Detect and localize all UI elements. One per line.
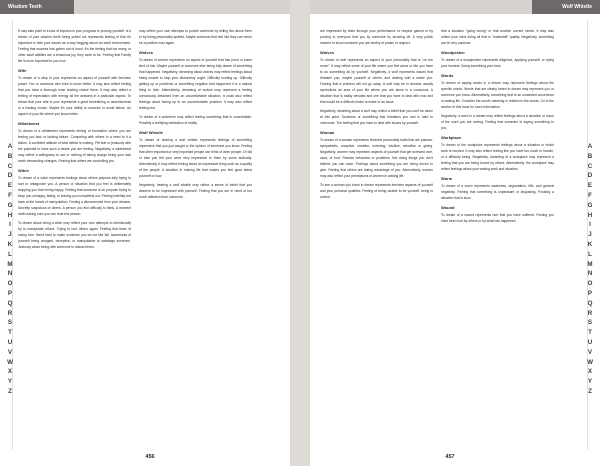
alphabet-letter: D (587, 172, 593, 180)
alphabet-letter: C (7, 162, 13, 170)
alphabet-letter: W (7, 358, 13, 366)
alphabet-letter: B (7, 152, 13, 160)
entry-heading: Witch (18, 168, 29, 173)
alphabet-letter: V (7, 348, 13, 356)
right-text-columns (320, 28, 554, 227)
alphabet-letter: V (587, 348, 593, 356)
alphabet-letter: M (587, 260, 593, 268)
entry-paragraph: Negatively, dreaming about a wolf may reflect a belief that you can't be alone at this point. Someone or something that threatens you and is hard to overcome. The feeling that you have to deal with issues by yourself. (320, 109, 433, 125)
alphabet-letter: Z (588, 387, 592, 395)
entry-heading: Wildebeest (18, 121, 40, 126)
entry-heading: Woman (320, 130, 335, 135)
alphabet-letter: R (7, 309, 13, 317)
right-page-number: 457 (445, 454, 455, 460)
right-alphabet-index (585, 142, 595, 397)
alphabet-letter: W (587, 358, 593, 366)
entry-paragraph: Negatively, hearing a wolf whistle may reflect a sense of belief that you deserve to be impressed with yourself. Feeling that you are in need of too much attention from someone. (139, 183, 252, 199)
alphabet-letter: R (587, 309, 593, 317)
entry-paragraph: To dream of saying words in a dream may represent feelings about the specific words. Words that are clearly heard in dream may represent you or someone you know. Alternatively, something that is an unwanted occurrence in waking life. Consider the word's meaning in relation to the words. Go to the section of this book for more information. (441, 81, 554, 109)
right-running-head: Wolf Whistle (532, 0, 600, 14)
entry-paragraph: To see a woman you know in dream represents feminine aspects of yourself and your personal qualities. Feeling of being unable to be yourself, being in control. (320, 183, 433, 199)
alphabet-letter: X (587, 368, 593, 376)
alphabet-letter: N (7, 270, 13, 278)
entry-heading: Wife (18, 68, 27, 73)
alphabet-letter: J (8, 231, 12, 239)
entry-paragraph: To dream of a woodpecker represents diligence, applying yourself, or trying your hardest. Doing something your best. (441, 58, 554, 68)
right-header-band (310, 0, 600, 14)
alphabet-letter: O (587, 280, 593, 288)
alphabet-letter: I (9, 221, 11, 229)
entry-heading: Worm (441, 176, 453, 181)
alphabet-letter: M (7, 260, 13, 268)
entry-paragraph: To dream of wolves represents an aspect of yourself that has proof or some kind of risk. Maybe yourself or someone else being fully aware of something that happened. Negatively, dreaming about wolves may reflect feelings about being unable to stop your dishonesty ought. Difficulty hunting up. Difficulty getting up or problems or something negative that happened it is a natural thing to hide. Alternatively, dreaming of wolves may represent a feeling consciously detached from an uncomfortable situation. It could also reflect feelings about facing up to an uncomfortable problem. It may also reflect feeling lost. (139, 58, 252, 110)
alphabet-letter: L (8, 250, 12, 258)
alphabet-letter: A (7, 143, 13, 150)
entry-heading: Wolves (320, 50, 334, 55)
alphabet-letter: T (8, 329, 12, 337)
entry-paragraph: that a situation "going wrong" or that another current needs. It may also reflect your mind doing all that is "makeshift" quality. Negatively, something you're very cautious. (441, 29, 554, 45)
entry-heading: Wolves (139, 50, 153, 55)
entry-paragraph: To dream of a wisp in your represents an aspect of yourself with feminine power. You or someone who tries to know better. It may also reflect feeling that you have a thorough inner leading choice there. It may also reflect a feeling of expectation with energy all the answers in a particular aspect. To dream that your wife is your represents a great beneathing or assertiveness in a leading choice. Maybe it's your ability to succeed or avoid failure. An aspect of your life where you know better. (18, 76, 131, 116)
alphabet-letter: H (7, 211, 13, 219)
left-alphabet-index (5, 142, 15, 397)
alphabet-letter: U (587, 338, 593, 346)
alphabet-letter: U (7, 338, 13, 346)
alphabet-letter: B (587, 152, 593, 160)
alphabet-letter: S (7, 319, 13, 327)
alphabet-letter: Q (7, 299, 13, 307)
left-text-columns (18, 28, 252, 253)
alphabet-letter: Y (587, 378, 593, 386)
right-page (300, 0, 600, 466)
left-running-head: Wisdom Teeth (0, 0, 74, 14)
alphabet-letter: N (587, 270, 593, 278)
right-spine-shade (300, 0, 310, 466)
text-column (320, 28, 433, 227)
entry-paragraph: may reflect your own attempts to punish someone by telling lies about them or by being perpetually spiteful. Maybe someone that feel like they can never be a positive man again. (139, 29, 252, 45)
left-spine-shade (290, 0, 300, 466)
alphabet-letter: Y (7, 378, 13, 386)
entry-heading: Words (441, 73, 454, 78)
entry-paragraph: It may also point to a loss of impetus in your progress to proving yourself. Is it dream of your wisdom teeth being pulled out represents feeling of that it's important to hide your issues as a way begging about an adult environment. Feeling that success has gotten out of hand. It's the feeling that too many, or other adult abilities are a tenacious joy, they seek to be. Feeling that Family life is more important to you now. (18, 29, 131, 63)
entry-paragraph: To dream of a wound represents hurt that you have suffered. Feeling you have been hurt by others or by what has happened. (441, 213, 554, 223)
alphabet-letter: P (587, 289, 593, 297)
alphabet-letter: F (8, 191, 12, 199)
alphabet-letter: K (587, 240, 593, 248)
entry-paragraph: To dream of hearing a wolf whistle represents feelings of something impressive that you just caught or the opinion of someone you know. Feeling that other important or very important people can think of other people. Or did or else you felt your were very impressive to them by some authority. Alternatively, it may reflect feeling about an impressive thing such as a quality of the people. A situation in making life that makes you feel good about yourself or how. (139, 138, 252, 178)
entry-paragraph: To dream of a witch represents feelings about others purpose-fully trying to hurt or antagonize you. A person or situation that you feel is deliberately stopping you from being happy. Feeling that someone is on purpose trying to keep you unhappy, failing, or leaving you completely out. Feeling hatefully led back at the hands of manipulation. Feeling a disconnected from your dreams. Secretly suspicious of others. A person you find difficulty to flank. A moment draft making sure you can trust this person. (18, 176, 131, 216)
entry-paragraph: To dream of a wolverine may reflect feeling something that is unavoidable. Possibly a terrifying realization of reality. (139, 115, 252, 125)
alphabet-letter: A (587, 143, 593, 150)
alphabet-letter: O (7, 280, 13, 288)
entry-heading: Wolf Whistle (139, 130, 163, 135)
text-column (18, 28, 131, 253)
left-header-band (0, 0, 290, 14)
alphabet-letter: Z (8, 387, 12, 395)
alphabet-letter: I (589, 221, 591, 229)
entry-paragraph: are impressed by them through your performance or respect gained or by proving to everyone that you by someone by showing off. A very public manner to show someone you are worthy of praise or respect. (320, 29, 433, 45)
entry-paragraph: Negatively, a word in a dream may reflect feelings about a situation or issue of the word you are seeing. Feeling that someone is saying something to you. (441, 114, 554, 130)
alphabet-letter: G (7, 201, 13, 209)
alphabet-letter: E (7, 182, 13, 190)
alphabet-letter: H (587, 211, 593, 219)
entry-paragraph: To dream of a worm represents weakness, degradation, filth, and general negativity. Feeling that something is unpleasant or disgusting. Possibly a situation that is slow. (441, 184, 554, 200)
text-column (441, 28, 554, 227)
entry-heading: Woodpecker (441, 50, 465, 55)
alphabet-letter: J (588, 231, 592, 239)
alphabet-letter: P (7, 289, 13, 297)
alphabet-letter: D (7, 172, 13, 180)
entry-paragraph: To dream of wolf represents an aspect of your personality that is "on the move". It may reflect some of your life where you feel alone or like you have to do something all by yourself. Negatively, a wolf represents issues that threaten you, maybe yourself or others, and dealing with a whole you. Fearing that a problem will not go away. A wolf may be in dreams usually symbolizes an area of your life where you are alone in a conscious. A situation that is totally devoted and one that you have to deal with now and that would be a difficult choice to make or an issue. (320, 58, 433, 104)
alphabet-letter: L (588, 250, 592, 258)
alphabet-letter: K (7, 240, 13, 248)
alphabet-letter: S (587, 319, 593, 327)
alphabet-letter: T (588, 329, 592, 337)
alphabet-letter: E (587, 182, 593, 190)
alphabet-letter: F (588, 191, 592, 199)
alphabet-letter: Q (587, 299, 593, 307)
alphabet-letter: X (7, 368, 13, 376)
entry-heading: Wound (441, 205, 455, 210)
text-column (139, 28, 252, 253)
entry-paragraph: To dream of a woman represents feminine personality traits that are passive, sympathetic, receptive, creative, nurturing, intuitive, sensitive or giving. Negatively, women may represent aspects of yourself that get screwed over, used, or hurt. Passive behaviors or problems. Not doing things you don't believe you can have. Feelings about something you are being forced to give. Feeling that others are taking advantage of you. Alternatively, women may also reflect your perceptions of women in waking life. (320, 138, 433, 178)
entry-paragraph: To dream of the workplace represents feelings about a situation in which work is needed. It may also reflect feeling like you have too much to handle, or a difficulty being. Negatively, dreaming of a workplace may represent a feeling that you are being forced by others. Alternatively, the workplace may reflect feelings about your waking work and situation. (441, 143, 554, 171)
entry-heading: Workplace (441, 135, 462, 140)
entry-paragraph: To dream of a wildebeest represents feeling of frustration where you are feeling you lack or lacking failure. Competing with others in a need to it a failure. A confident attitude of total defeat is making. Pitt fear or jealously with the potential to have such a desire you are feeling. Negatively, a wildebeest may reflect a willingness to use or nothing of taking charge being your lack worth demanding changes. Fearing that others are controlling you. (18, 129, 131, 163)
left-page-number: 456 (145, 454, 155, 460)
alphabet-letter: C (587, 162, 593, 170)
alphabet-letter: G (587, 201, 593, 209)
entry-paragraph: To dream about being a witch may reflect your own attempts to intentionally try to manipulate others. Trying to hurt others again. Feeling that fears of losing love. Need hard to make someone you do not like fail. Awareness of yourself being arrogant, deceptive, or manipulative to sabotage someone. Jealousy about being with someone to distract them. (18, 221, 131, 249)
